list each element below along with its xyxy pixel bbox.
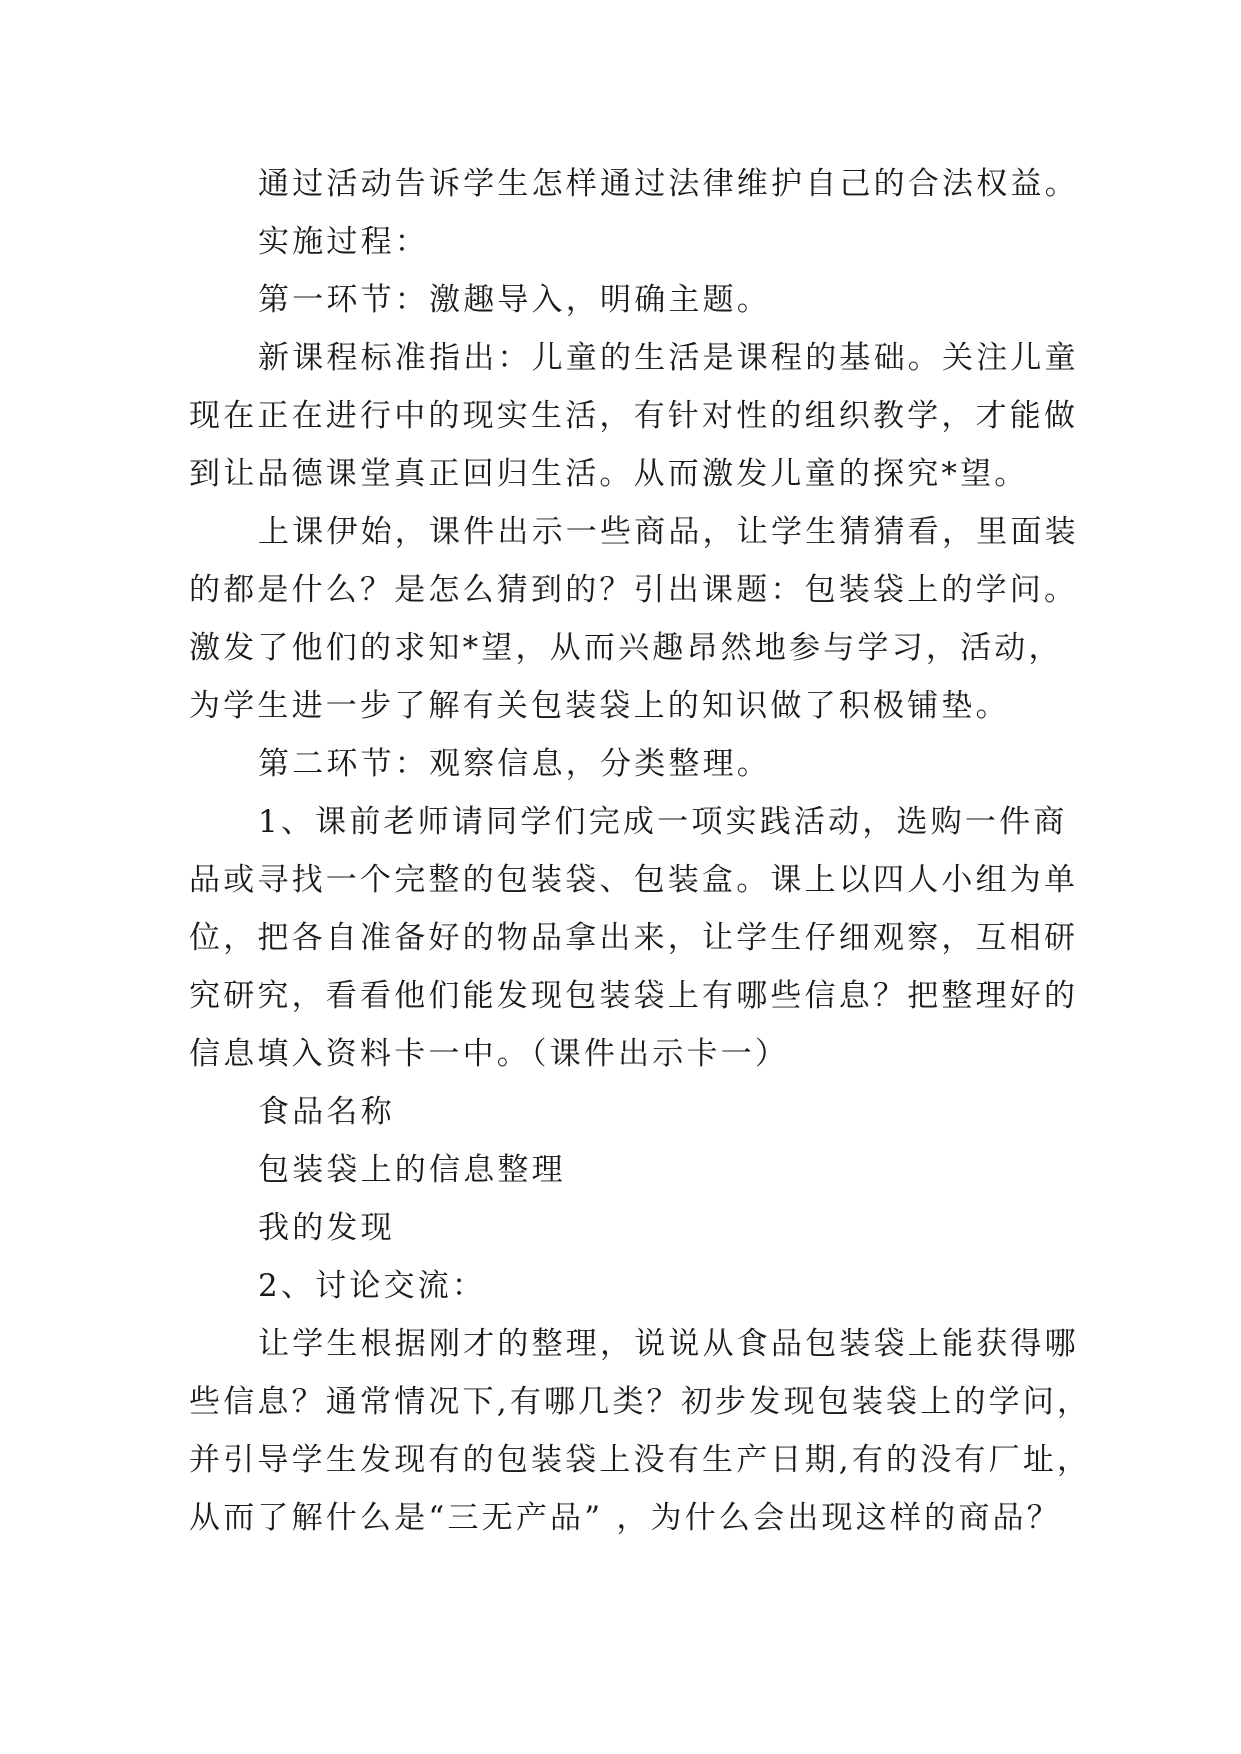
paragraph-line: 上课伊始，课件出示一些商品，让学生猜猜看，里面装 — [258, 514, 1079, 550]
section-label: 2、讨论交流： — [258, 1268, 487, 1304]
paragraph-line: 新课程标准指出：儿童的生活是课程的基础。关注儿童 — [258, 340, 1079, 376]
section-label: 实施过程： — [258, 224, 429, 260]
paragraph-line: 并引导学生发现有的包装袋上没有生产日期,有的没有厂址， — [189, 1442, 1092, 1478]
paragraph-line: 让学生根据刚才的整理，说说从食品包装袋上能获得哪 — [258, 1326, 1079, 1362]
paragraph-line: 些信息？通常情况下,有哪几类？初步发现包装袋上的学问， — [189, 1384, 1092, 1420]
paragraph-line: 位，把各自准备好的物品拿出来，让学生仔细观察，互相研 — [189, 920, 1079, 956]
paragraph-line: 现在正在进行中的现实生活，有针对性的组织教学，才能做 — [189, 398, 1079, 434]
paragraph-line: 品或寻找一个完整的包装袋、包装盒。课上以四人小组为单 — [189, 862, 1079, 898]
paragraph-line: 的都是什么？是怎么猜到的？引出课题：包装袋上的学问。 — [189, 572, 1079, 608]
paragraph-line: 到让品德课堂真正回归生活。从而激发儿童的探究*望。 — [189, 456, 1029, 492]
card-field-label: 食品名称 — [258, 1094, 395, 1130]
card-field-label: 我的发现 — [258, 1210, 395, 1246]
paragraph-line: 1、课前老师请同学们完成一项实践活动，选购一件商 — [258, 804, 1068, 840]
paragraph-line: 信息填入资料卡一中。（课件出示卡一） — [189, 1036, 790, 1072]
paragraph-line: 从而了解什么是“三无产品” ，为什么会出现这样的商品？ — [189, 1500, 1061, 1536]
card-field-label: 包装袋上的信息整理 — [258, 1152, 566, 1188]
paragraph-line: 为学生进一步了解有关包装袋上的知识做了积极铺垫。 — [189, 688, 1010, 724]
section-heading: 第一环节：激趣导入，明确主题。 — [258, 282, 771, 318]
paragraph-line: 究研究，看看他们能发现包装袋上有哪些信息？把整理好的 — [189, 978, 1079, 1014]
paragraph-line: 激发了他们的求知*望，从而兴趣昂然地参与学习，活动， — [189, 630, 1063, 666]
paragraph-line: 通过活动告诉学生怎样通过法律维护自己的合法权益。 — [258, 166, 1079, 202]
section-heading: 第二环节：观察信息，分类整理。 — [258, 746, 771, 782]
